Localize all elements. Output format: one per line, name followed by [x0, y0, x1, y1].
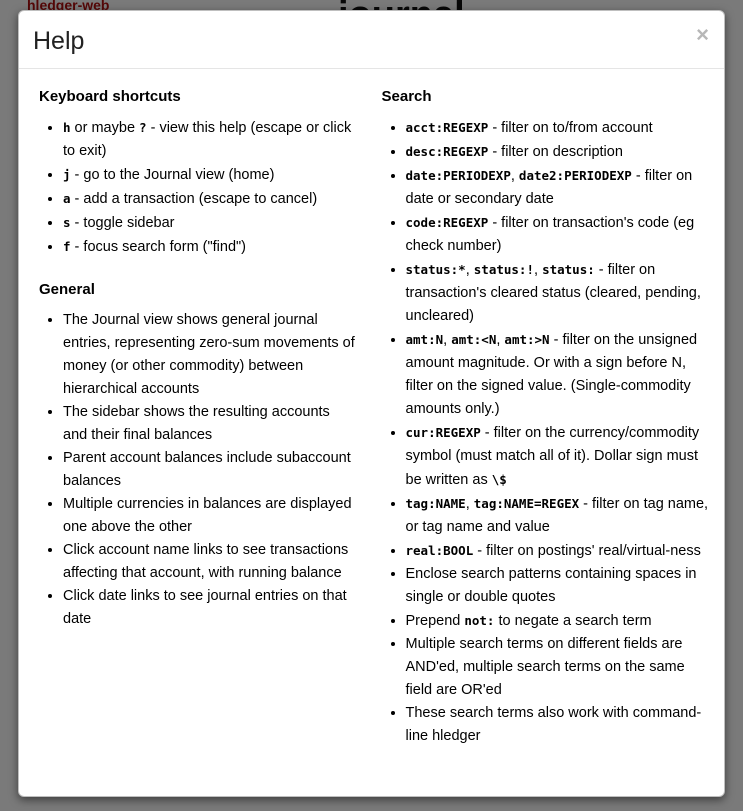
inline-code: amt:<N: [451, 332, 497, 347]
help-column: [376, 85, 713, 748]
list-item: • date:PERIODEXP, date2:PERIODEXP - filter on date or secondary date: [406, 164, 713, 211]
inline-code: code:REGEXP: [405, 215, 489, 230]
list-item: • j - go to the Journal view (home): [63, 163, 358, 187]
bullet-list: [382, 116, 713, 748]
inline-code: real:BOOL: [405, 543, 474, 558]
inline-code: status:: [542, 262, 595, 277]
inline-code: j: [63, 167, 71, 182]
list-item: • Click date links to see journal entries on that date: [63, 585, 358, 631]
section-heading: General: [39, 281, 95, 298]
inline-code: acct:REGEXP: [405, 120, 489, 135]
list-item: • cur:REGEXP - filter on the currency/commodity symbol (must match all of it). Dollar sign must be written as \$: [406, 421, 713, 492]
list-item: • a - add a transaction (escape to cancel): [63, 187, 358, 211]
inline-code: status:!: [473, 262, 534, 277]
list-item: • Multiple search terms on different fields are AND'ed, multiple search terms on the same field are OR'ed: [406, 633, 713, 702]
help-column: [39, 85, 376, 631]
inline-code: cur:REGEXP: [405, 425, 481, 440]
list-item: • code:REGEXP - filter on transaction's code (eg check number): [406, 211, 713, 258]
inline-code: amt:N: [405, 332, 444, 347]
list-item: • acct:REGEXP - filter on to/from account: [406, 116, 713, 140]
modal-body: [19, 69, 724, 763]
close-icon[interactable]: ×: [696, 22, 709, 47]
list-item: • The Journal view shows general journal entries, representing zero-sum movements of money (or other commodity) between hierarchical accounts: [63, 309, 358, 401]
list-item: • status:*, status:!, status: - filter on transaction's cleared status (cleared, pending, uncleared): [406, 258, 713, 328]
inline-code: \$: [491, 472, 507, 487]
list-item: • Click account name links to see transactions affecting that account, with running balance: [63, 539, 358, 585]
list-item: • Enclose search patterns containing spaces in single or double quotes: [406, 563, 713, 609]
section-heading: Keyboard shortcuts: [39, 88, 181, 105]
inline-code: date:PERIODEXP: [405, 168, 511, 183]
inline-code: a: [63, 191, 71, 206]
inline-code: h: [63, 120, 71, 135]
list-item: • tag:NAME, tag:NAME=REGEX - filter on tag name, or tag name and value: [406, 492, 713, 539]
help-modal: [18, 10, 725, 797]
list-item: • These search terms also work with command-line hledger: [406, 702, 713, 748]
list-item: • real:BOOL - filter on postings' real/virtual-ness: [406, 539, 713, 563]
modal-header: [19, 11, 724, 69]
inline-code: s: [63, 215, 71, 230]
inline-code: tag:NAME=REGEX: [473, 496, 580, 511]
list-item: • Multiple currencies in balances are displayed one above the other: [63, 493, 358, 539]
list-item: • s - toggle sidebar: [63, 211, 358, 235]
bullet-list: [39, 309, 358, 631]
inline-code: status:*: [405, 262, 466, 277]
inline-code: desc:REGEXP: [405, 144, 489, 159]
list-item: • f - focus search form ("find"): [63, 235, 358, 259]
inline-code: not:: [464, 613, 495, 628]
list-item: • h or maybe ? - view this help (escape or click to exit): [63, 116, 358, 163]
section-heading: Search: [381, 88, 432, 105]
list-item: • Prepend not: to negate a search term: [406, 609, 713, 633]
bullet-list: [39, 116, 358, 259]
inline-code: ?: [139, 120, 147, 135]
modal-title: Help: [33, 27, 85, 55]
list-item: • amt:N, amt:<N, amt:>N - filter on the unsigned amount magnitude. Or with a sign before N, filter on the signed value. (Single-commodity amounts only.): [406, 328, 713, 421]
inline-code: date2:PERIODEXP: [518, 168, 632, 183]
inline-code: amt:>N: [504, 332, 550, 347]
list-item: • Parent account balances include subaccount balances: [63, 447, 358, 493]
inline-code: tag:NAME: [405, 496, 466, 511]
inline-code: f: [63, 239, 71, 254]
list-item: • desc:REGEXP - filter on description: [406, 140, 713, 164]
list-item: • The sidebar shows the resulting accounts and their final balances: [63, 401, 358, 447]
